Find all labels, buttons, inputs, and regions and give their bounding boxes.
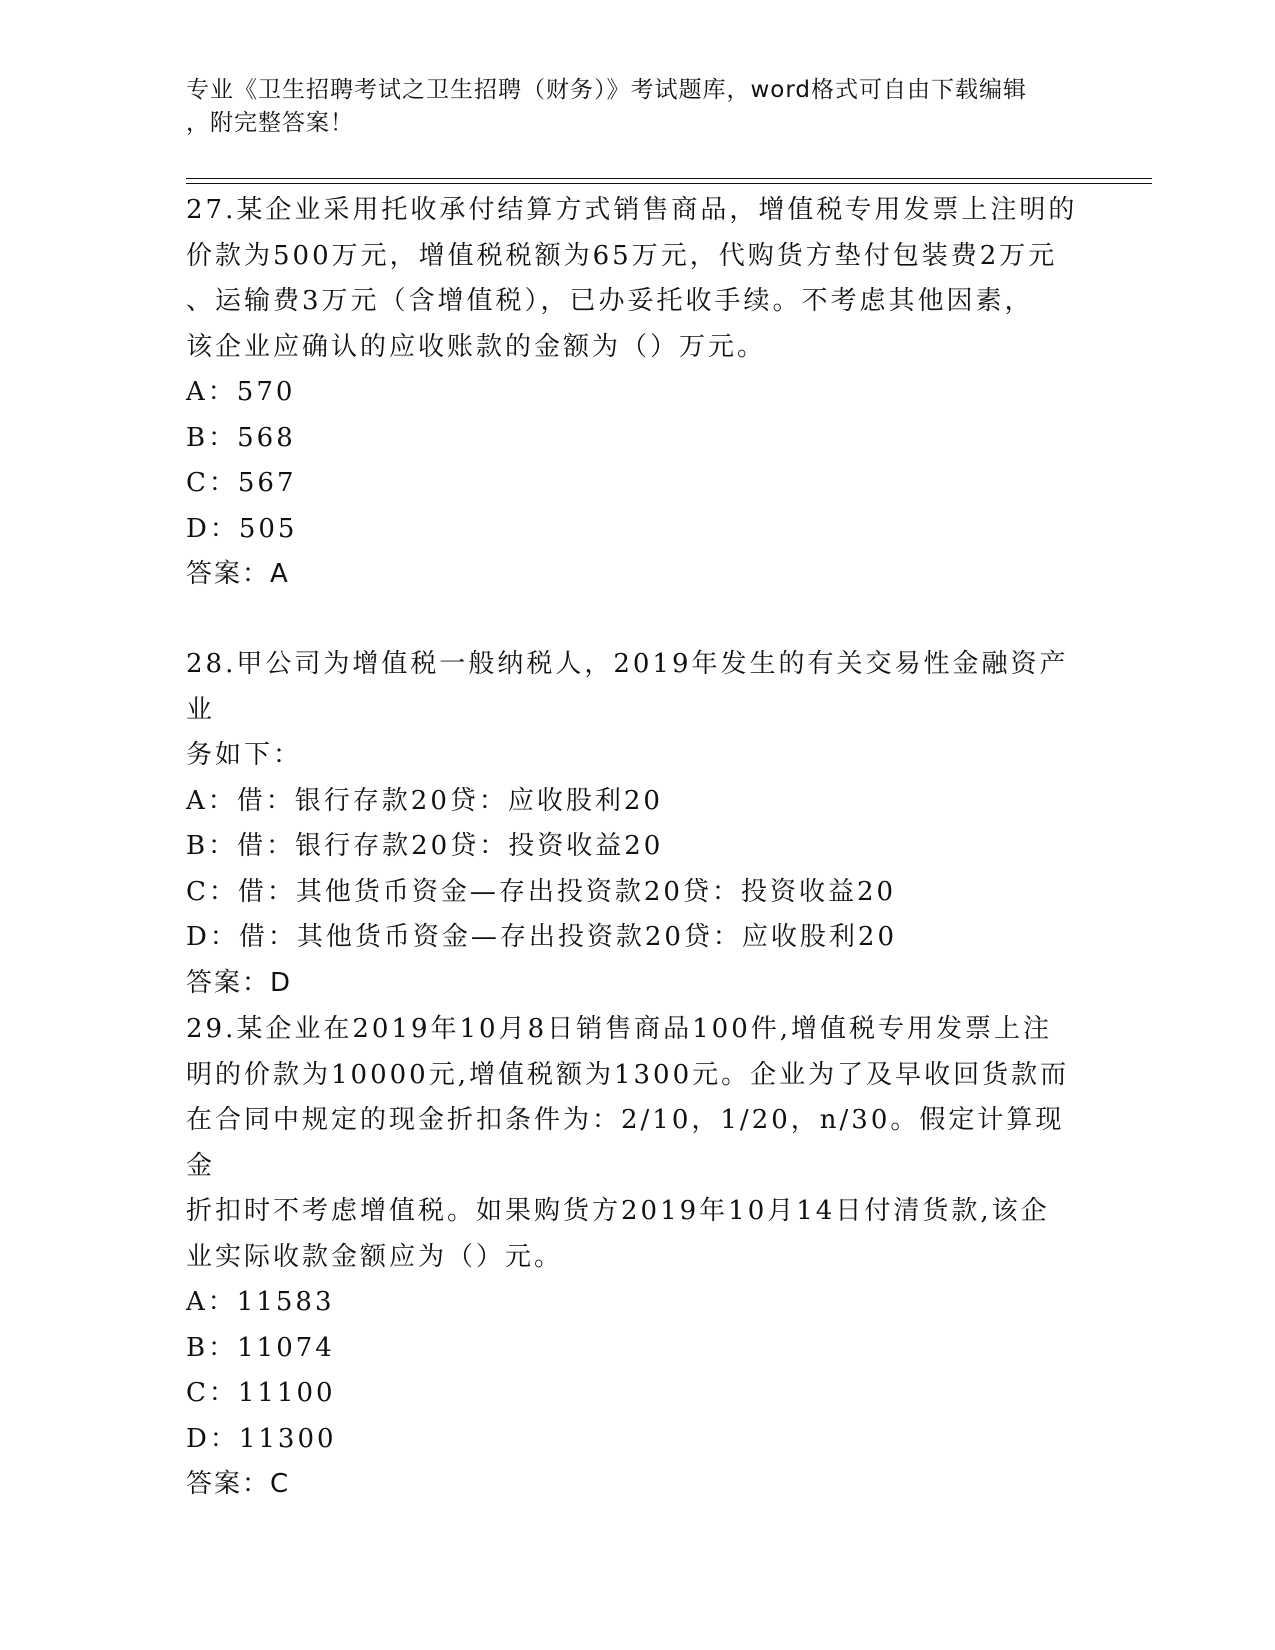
option-d: D：505 (186, 513, 298, 544)
option-c: C：借：其他货币资金—存出投资款20贷：投资收益20 (186, 876, 897, 907)
stem-line: 务如下： (186, 740, 303, 770)
question-29 (186, 1007, 1086, 1508)
stem-line: 该企业应确认的应收账款的金额为（）万元。 (186, 331, 767, 362)
stem-line: 业实际收款金额应为（）元。 (186, 1241, 564, 1272)
header-line-1: 专业《卫生招聘考试之卫生招聘（财务）》考试题库，word格式可自由下载编辑 (186, 77, 1028, 103)
answer-line: 答案：C (186, 1469, 291, 1499)
stem-line: 27.某企业采用托收承付结算方式销售商品，增值税专用发票上注明的 (186, 195, 1078, 225)
document-header (186, 74, 1066, 140)
question-27 (186, 188, 1086, 598)
stem-line: 在合同中规定的现金折扣条件为：2/10，1/20，n/30。假定计算现金 (186, 1105, 1065, 1181)
option-b: B：11074 (186, 1332, 335, 1363)
stem-line: 折扣时不考虑增值税。如果购货方2019年10月14日付清货款,该企 (186, 1196, 1050, 1226)
header-rule-top (186, 178, 1152, 179)
answer-line: 答案：D (186, 967, 293, 998)
question-28 (186, 642, 1086, 1006)
stem-line: 明的价款为10000元,增值税额为1300元。企业为了及早收回货款而 (186, 1059, 1070, 1090)
header-line-2: ，附完整答案！ (186, 110, 354, 136)
stem-line: 29.某企业在2019年10月8日销售商品100件,增值税专用发票上注 (186, 1014, 1053, 1044)
option-c: C：11100 (186, 1378, 336, 1408)
option-c: C：567 (186, 468, 297, 498)
option-b: B：借：银行存款20贷：投资收益20 (186, 831, 664, 861)
option-a: A：11583 (186, 1287, 335, 1317)
option-d: D：11300 (186, 1423, 337, 1454)
answer-line: 答案：A (186, 559, 290, 589)
option-a: A：570 (186, 377, 296, 407)
stem-line: 价款为500万元，增值税税额为65万元，代购货方垫付包装费2万元 (186, 240, 1058, 271)
header-rule-bottom (186, 183, 1152, 184)
option-b: B：568 (186, 422, 296, 453)
option-a: A：借：银行存款20贷：应收股利20 (186, 785, 663, 816)
question-stem (186, 188, 1086, 370)
stem-line: 、运输费3万元（含增值税），已办妥托收手续。不考虑其他因素， (186, 286, 1034, 316)
stem-line: 28.甲公司为增值税一般纳税人，2019年发生的有关交易性金融资产业 (186, 649, 1069, 725)
option-d: D：借：其他货币资金—存出投资款20贷：应收股利20 (186, 922, 898, 952)
question-stem (186, 1007, 1086, 1280)
question-stem (186, 642, 1086, 779)
